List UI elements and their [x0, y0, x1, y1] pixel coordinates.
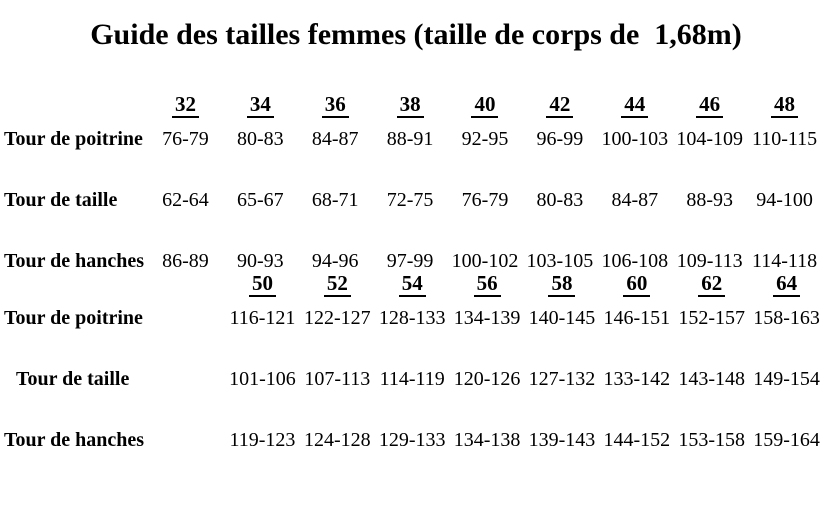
- row-label: Tour de taille: [16, 368, 130, 390]
- row-label: Tour de poitrine: [4, 307, 143, 329]
- size-label: 42: [546, 93, 573, 118]
- measurement-value: 103-105: [526, 250, 594, 272]
- size-label: 62: [698, 272, 725, 297]
- size-label: 32: [172, 93, 199, 118]
- size-label: 36: [322, 93, 349, 118]
- size-header-cell: [148, 93, 223, 118]
- measurement-value: 144-152: [603, 429, 671, 451]
- measurement-value: 94-100: [756, 189, 813, 211]
- measurement-value: 119-123: [229, 429, 296, 451]
- measurement-value: 84-87: [311, 128, 359, 150]
- size-header-cell: [525, 272, 600, 297]
- size-label: 60: [623, 272, 650, 297]
- measurement-value: 107-113: [304, 368, 371, 390]
- measurement-value: 96-99: [536, 128, 584, 150]
- measurement-value: 97-99: [386, 250, 434, 272]
- measurement-value: 65-67: [236, 189, 284, 211]
- measurement-row: [0, 368, 832, 390]
- size-table-2: [0, 272, 832, 451]
- size-label: 50: [249, 272, 276, 297]
- measurement-value: 152-157: [678, 307, 746, 329]
- measurement-value: 100-103: [601, 128, 669, 150]
- measurement-value: 62-64: [162, 189, 209, 211]
- row-label: Tour de hanches: [4, 250, 145, 272]
- size-header-cell: [225, 272, 300, 297]
- measurement-value: 129-133: [378, 429, 446, 451]
- measurement-value: 158-163: [753, 307, 820, 329]
- measurement-value: 153-158: [678, 429, 746, 451]
- measurement-value: 100-102: [451, 250, 519, 272]
- measurement-value: 76-79: [162, 128, 209, 150]
- measurement-value: 106-108: [601, 250, 669, 272]
- size-header-cell: [522, 93, 597, 118]
- size-label: 44: [621, 93, 648, 118]
- measurement-row: [0, 250, 832, 272]
- measurement-value: 146-151: [603, 307, 671, 329]
- size-header-cell: [747, 93, 822, 118]
- measurement-value: 84-87: [611, 189, 659, 211]
- measurement-value: 122-127: [303, 307, 371, 329]
- measurement-value: 124-128: [303, 429, 371, 451]
- measurement-value: 80-83: [236, 128, 284, 150]
- measurement-value: 110-115: [751, 128, 818, 150]
- measurement-row: [0, 429, 832, 451]
- measurement-value: 114-119: [379, 368, 445, 390]
- measurement-value: 143-148: [678, 368, 746, 390]
- size-label: 54: [399, 272, 426, 297]
- size-header-cell: [448, 93, 523, 118]
- measurement-value: 120-126: [453, 368, 521, 390]
- measurement-value: 134-138: [453, 429, 521, 451]
- measurement-value: 133-142: [603, 368, 671, 390]
- size-header-cell: [674, 272, 749, 297]
- measurement-value: 68-71: [311, 189, 359, 211]
- size-header-cell: [373, 93, 448, 118]
- measurement-value: 114-118: [751, 250, 818, 272]
- size-label: 64: [773, 272, 800, 297]
- measurement-value: 88-91: [386, 128, 434, 150]
- measurement-value: 140-145: [528, 307, 596, 329]
- row-label: Tour de taille: [4, 189, 118, 211]
- size-header-cell: [300, 272, 375, 297]
- size-header-cell: [599, 272, 674, 297]
- measurement-row: [0, 128, 832, 150]
- size-header-cell: [223, 93, 298, 118]
- measurement-value: 116-121: [229, 307, 296, 329]
- size-header-cell: [375, 272, 450, 297]
- size-header-cell: [749, 272, 824, 297]
- size-header-cell: [597, 93, 672, 118]
- size-table-1: [0, 93, 832, 272]
- size-label: 48: [771, 93, 798, 118]
- size-header-row: [0, 93, 832, 118]
- measurement-value: 80-83: [536, 189, 584, 211]
- size-label: 58: [548, 272, 575, 297]
- measurement-value: 127-132: [528, 368, 596, 390]
- size-header-row: [0, 272, 832, 297]
- measurement-value: 134-139: [453, 307, 521, 329]
- measurement-value: 101-106: [229, 368, 296, 390]
- size-label: 56: [474, 272, 501, 297]
- measurement-value: 139-143: [528, 429, 596, 451]
- measurement-value: 159-164: [753, 429, 820, 451]
- measurement-value: 128-133: [378, 307, 446, 329]
- size-header-cell: [672, 93, 747, 118]
- measurement-row: [0, 189, 832, 211]
- measurement-value: 149-154: [753, 368, 820, 390]
- measurement-row: [0, 307, 832, 329]
- measurement-value: 88-93: [686, 189, 733, 211]
- size-label: 34: [247, 93, 274, 118]
- measurement-value: 86-89: [162, 250, 209, 272]
- size-label: 38: [397, 93, 424, 118]
- size-label: 52: [324, 272, 351, 297]
- measurement-value: 104-109: [676, 128, 743, 150]
- page-title: Guide des tailles femmes (taille de corps de 1,68m): [90, 18, 742, 51]
- row-label: Tour de hanches: [4, 429, 145, 451]
- row-label: Tour de poitrine: [4, 128, 143, 150]
- size-header-cell: [450, 272, 525, 297]
- size-header-cell: [298, 93, 373, 118]
- measurement-value: 94-96: [311, 250, 359, 272]
- size-label: 40: [471, 93, 498, 118]
- measurement-value: 76-79: [461, 189, 509, 211]
- size-label: 46: [696, 93, 723, 118]
- measurement-value: 72-75: [386, 189, 434, 211]
- measurement-value: 92-95: [461, 128, 509, 150]
- measurement-value: 90-93: [236, 250, 284, 272]
- measurement-value: 109-113: [676, 250, 743, 272]
